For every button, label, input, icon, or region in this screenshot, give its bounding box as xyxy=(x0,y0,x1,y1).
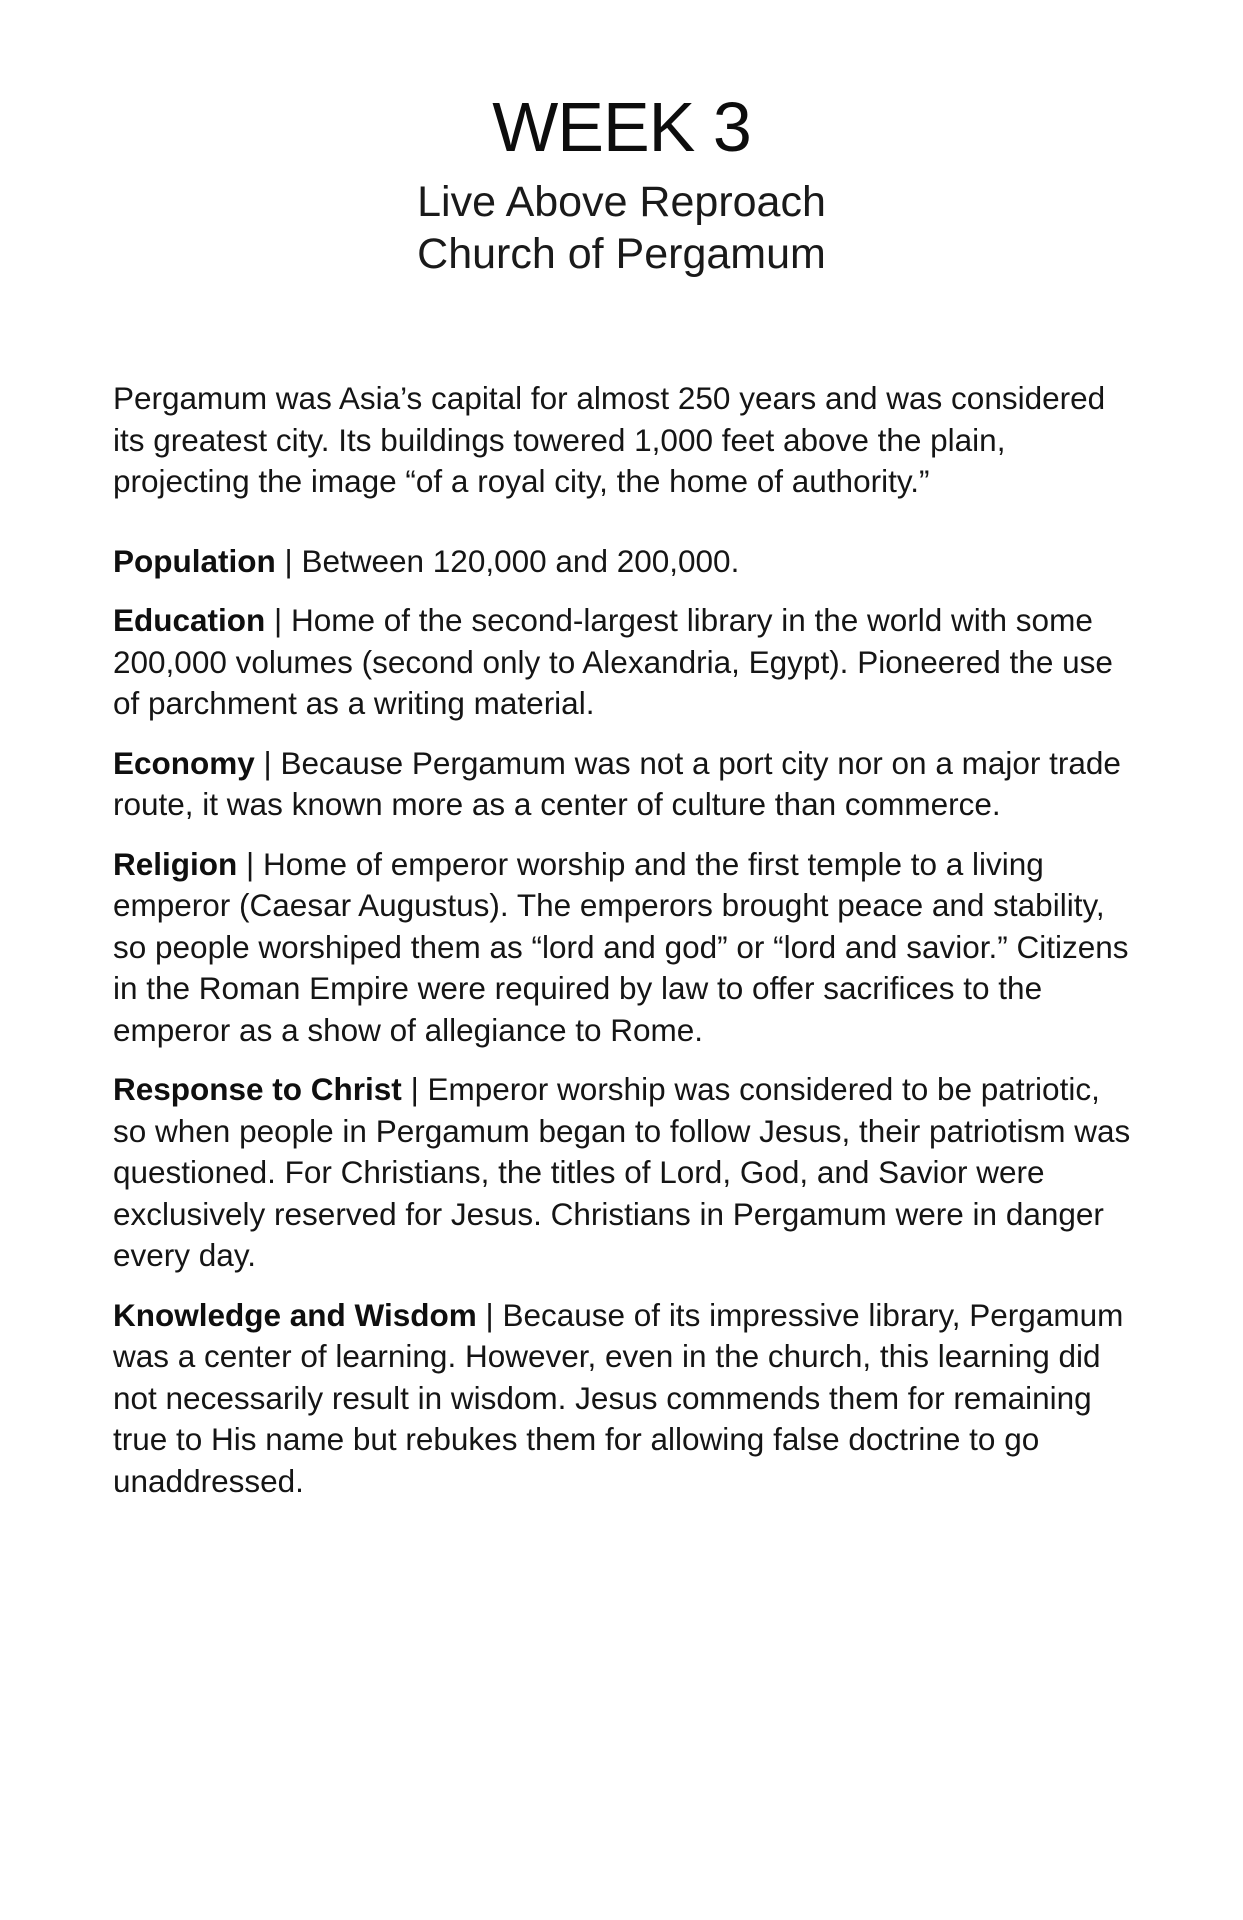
section-label: Response to Christ xyxy=(113,1071,402,1107)
section-education xyxy=(113,600,1131,725)
section-separator: | xyxy=(274,602,283,638)
section-economy xyxy=(113,743,1131,826)
page-header xyxy=(0,88,1243,280)
section-population xyxy=(113,541,1131,583)
section-label: Religion xyxy=(113,845,238,882)
intro-paragraph: Pergamum was Asia’s capital for almost 250 years and was considered its greatest city. Its buildings towered 1,000 feet above the plain, projecting the image “of a royal city, the home of authority.” xyxy=(113,380,1106,499)
section-text: Between 120,000 and 200,000. xyxy=(301,542,740,579)
section-knowledge-and-wisdom xyxy=(113,1295,1131,1503)
section-religion xyxy=(113,844,1131,1052)
section-text: Home of emperor worship and the first temple to a living emperor (Caesar Augustus). The emperors brought peace and stability, so people worshiped them as “lord and god” or “lord and savior.” Citizens in the Roman Empire were required by law to offer sacrifices to the emperor as a show of allegiance to Rome. xyxy=(113,845,1129,1048)
section-text: Emperor worship was considered to be patriotic, so when people in Pergamum began to follow Jesus, their patriotism was questioned. For Christians, the titles of Lord, God, and Savior were exclusively reserved for Jesus. Christians in Pergamum were in danger every day. xyxy=(113,1071,1131,1273)
section-separator: | xyxy=(263,744,272,781)
section-label: Knowledge and Wisdom xyxy=(113,1296,477,1333)
section-separator: | xyxy=(485,1296,494,1333)
page-subtitle xyxy=(0,176,1243,280)
section-response-to-christ xyxy=(113,1069,1131,1277)
section-separator: | xyxy=(246,845,255,882)
section-separator: | xyxy=(410,1071,419,1107)
section-separator: | xyxy=(284,542,293,579)
section-text: Because Pergamum was not a port city nor on a major trade route, it was known more as a center of culture than commerce. xyxy=(113,744,1121,822)
section-label: Population xyxy=(113,542,276,579)
section-label: Economy xyxy=(113,744,255,781)
subtitle-line-2: Church of Pergamum xyxy=(417,230,826,278)
section-text: Home of the second-largest library in the world with some 200,000 volumes (second only to Alexandria, Egypt). Pioneered the use of parchment as a writing material. xyxy=(113,602,1113,721)
week-title: WEEK 3 xyxy=(492,88,751,166)
section-text: Because of its impressive library, Pergamum was a center of learning. However, even in the church, this learning did not necessarily result in wisdom. Jesus commends them for remaining true to His name but rebukes them for allowing false doctrine to go unaddressed. xyxy=(113,1296,1124,1499)
document-body xyxy=(113,378,1131,1520)
subtitle-line-1: Live Above Reproach xyxy=(417,178,826,226)
section-label: Education xyxy=(113,602,266,638)
